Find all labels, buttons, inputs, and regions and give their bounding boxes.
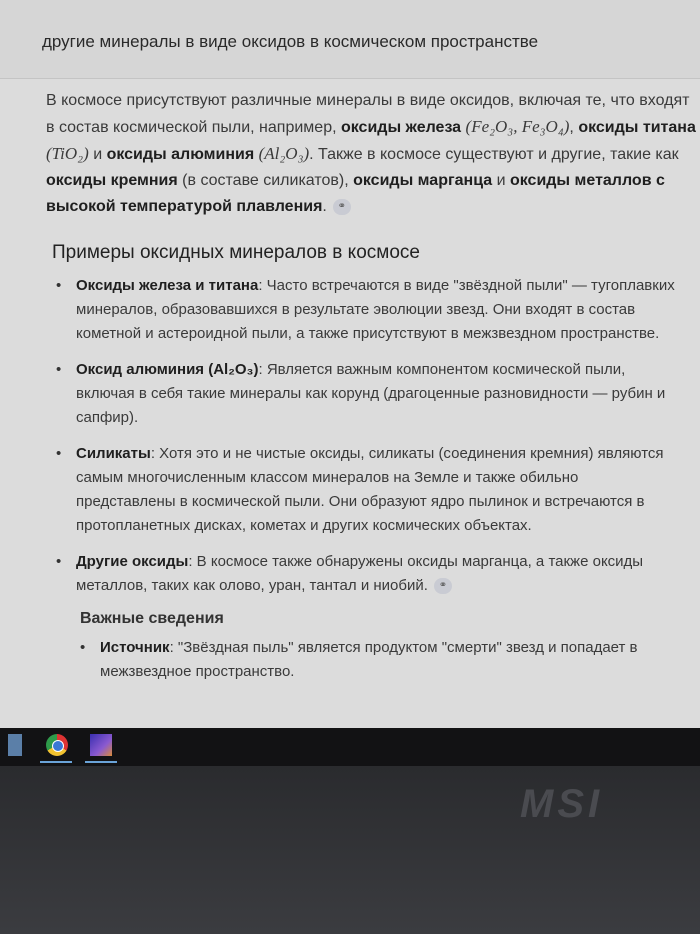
list-item [70, 636, 660, 684]
list-item [46, 550, 676, 598]
text-segment: . [322, 198, 327, 215]
text-segment: и [492, 172, 510, 189]
bold-text: оксиды марганца [353, 172, 493, 189]
calculator-icon[interactable] [8, 734, 22, 756]
section-title: Примеры оксидных минералов в космосе [52, 242, 420, 263]
text-segment: : Является важным компонентом космической пыли, включая в себя такие минералы как корунд (драгоценные разновидности — рубин и сапфир). [76, 361, 666, 426]
list-item [46, 442, 676, 538]
source-link-icon[interactable]: ⚭ [434, 578, 452, 594]
text-segment: (в составе силикатов), [177, 172, 354, 189]
text-segment: : Часто встречаются в виде "звёздной пыли" — тугоплавких минералов, образовавшихся в результате эволюции звезд. Они входят в состав кометной и астероидной пыли, а также присутствуют в межзвездном пространстве. [76, 277, 675, 342]
chrome-icon[interactable] [46, 734, 68, 756]
bold-text: оксиды железа [340, 119, 462, 136]
search-query-text: другие минералы в виде оксидов в космическом пространстве [42, 32, 539, 51]
formula: (Al₂O₃) [258, 144, 310, 163]
examples-list [46, 274, 696, 598]
text-segment: и [88, 146, 107, 163]
bold-text: оксиды алюминия [106, 146, 255, 163]
bold-text: оксиды титана [578, 119, 696, 136]
bold-text: Силикаты [76, 445, 151, 462]
bold-text: оксиды кремния [46, 172, 178, 189]
app-icon[interactable] [90, 734, 112, 756]
subsection-title: Важные сведения [80, 610, 224, 627]
text-segment: : Хотя это и не чистые оксиды, силикаты (соединения кремния) являются самым многочисленным классом минералов на Земле и также обильно представлены в космической пыли. Они образуют ядро пылинок и встречаются в протопланетных дисках, кометах и других космических объектах. [76, 445, 664, 534]
text-segment: , [569, 119, 579, 136]
msi-logo: MSI [520, 782, 604, 826]
formula: (TiO₂) [46, 144, 89, 163]
list-item [46, 358, 676, 430]
bold-text: Источник [100, 639, 170, 656]
facts-list [46, 636, 696, 684]
intro-paragraph [46, 88, 696, 220]
text-segment: : В космосе также обнаружены оксиды марганца, а также оксиды металлов, таких как олово, уран, тантал и ниобий. [76, 553, 644, 594]
source-link-icon[interactable]: ⚭ [333, 199, 351, 215]
text-segment: В космосе присутствуют различные минералы в виде оксидов, включая те, что входят в состав космической пыли, например, [46, 92, 690, 136]
bold-text: Оксид алюминия (Al₂O₃) [76, 361, 259, 378]
app-active-indicator [85, 761, 117, 763]
taskbar [0, 728, 700, 766]
list-item [46, 274, 676, 346]
text-segment: : "Звёздная пыль" является продуктом "смерти" звезд и попадает в межзвездное пространство. [100, 639, 638, 680]
ai-overview [46, 88, 696, 696]
bold-text: Оксиды железа и титана [76, 277, 259, 294]
chrome-active-indicator [40, 761, 72, 763]
bold-text: Другие оксиды [76, 553, 189, 570]
text-segment: . Также в космосе существуют и другие, такие как [309, 146, 679, 163]
bold-text: оксиды металлов с высокой температурой плавления [46, 172, 665, 215]
search-query-box[interactable] [0, 0, 700, 79]
formula: (Fe₂O₃, Fe₃O₄) [465, 117, 570, 136]
